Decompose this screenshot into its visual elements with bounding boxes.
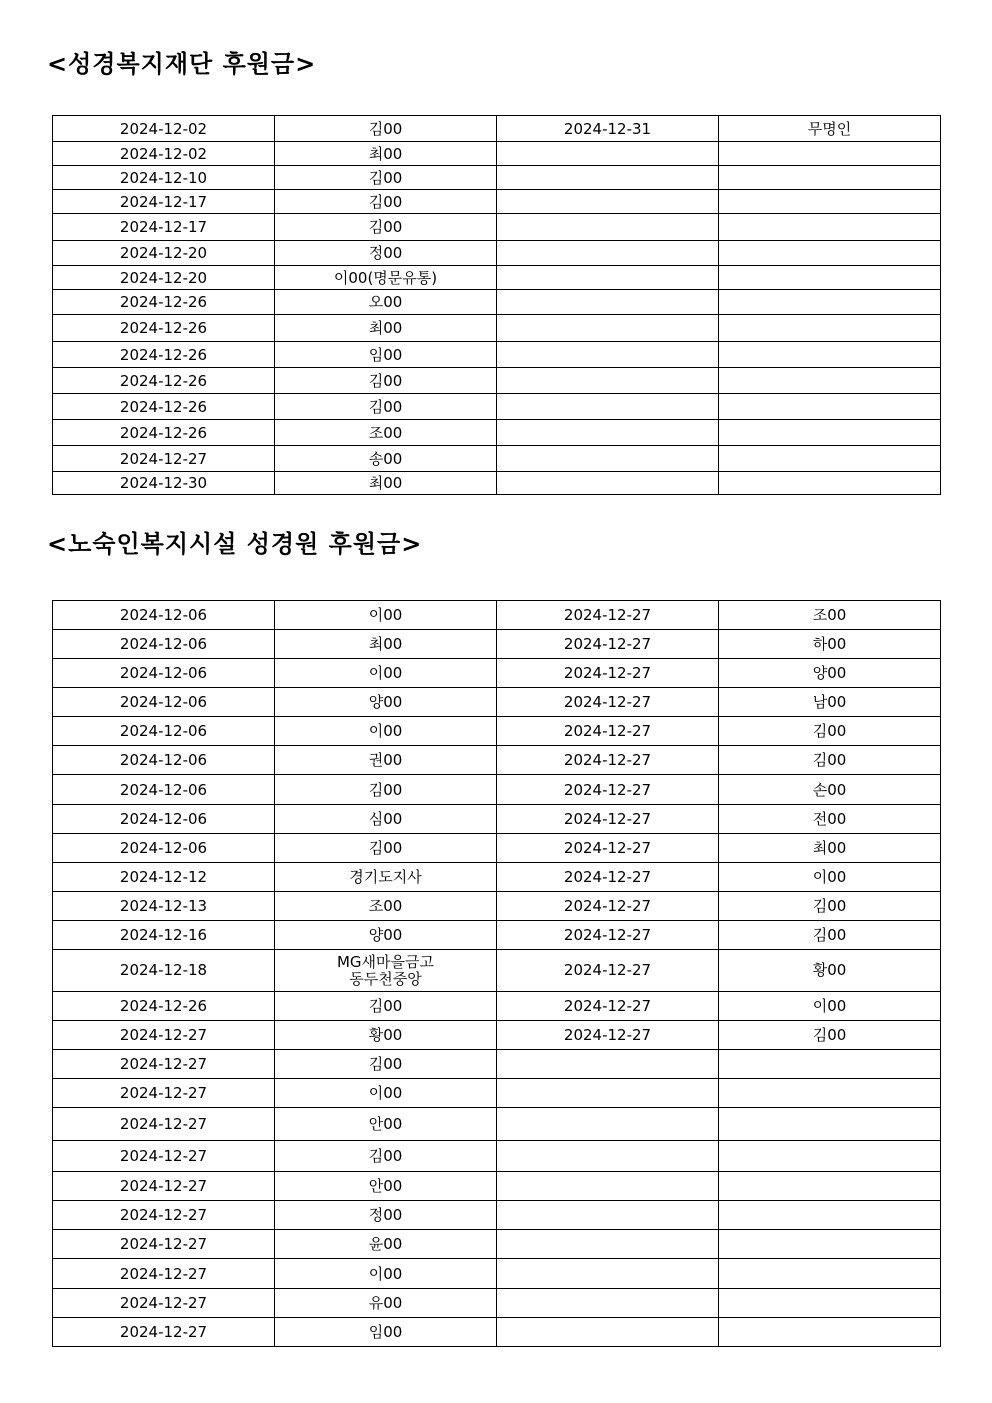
right-date-cell [497, 315, 719, 342]
right-donor-cell: 황00 [719, 950, 941, 992]
right-donor-cell [719, 472, 941, 495]
right-donor-cell: 손00 [719, 775, 941, 805]
left-date-cell: 2024-12-27 [53, 1201, 275, 1230]
right-donor-cell: 양00 [719, 659, 941, 688]
table-row [53, 1079, 941, 1108]
right-date-cell: 2024-12-27 [497, 892, 719, 921]
right-date-cell [497, 1172, 719, 1201]
table-row [53, 166, 941, 190]
right-date-cell: 2024-12-27 [497, 601, 719, 630]
right-donor-cell: 남00 [719, 688, 941, 717]
right-donor-cell [719, 241, 941, 266]
left-donor-cell: 정00 [275, 1201, 497, 1230]
right-date-cell: 2024-12-27 [497, 921, 719, 950]
left-date-cell: 2024-12-26 [53, 420, 275, 446]
right-date-cell [497, 1201, 719, 1230]
left-donor-cell: 김00 [275, 394, 497, 420]
left-donor-cell: 조00 [275, 892, 497, 921]
right-date-cell [497, 394, 719, 420]
left-date-cell: 2024-12-26 [53, 315, 275, 342]
table-row [53, 1050, 941, 1079]
left-donor-cell: 경기도지사 [275, 863, 497, 892]
left-date-cell: 2024-12-27 [53, 1021, 275, 1050]
right-donor-cell: 전00 [719, 805, 941, 834]
left-donor-cell: 이00 [275, 659, 497, 688]
right-date-cell [497, 1289, 719, 1318]
right-date-cell [497, 166, 719, 190]
left-date-cell: 2024-12-18 [53, 950, 275, 992]
left-date-cell: 2024-12-27 [53, 1259, 275, 1289]
right-donor-cell [719, 1172, 941, 1201]
left-donor-cell: 심00 [275, 805, 497, 834]
left-date-cell: 2024-12-27 [53, 446, 275, 472]
left-donor-cell: 김00 [275, 834, 497, 863]
right-date-cell: 2024-12-27 [497, 805, 719, 834]
right-donor-cell [719, 166, 941, 190]
right-donor-cell [719, 368, 941, 394]
left-date-cell: 2024-12-06 [53, 717, 275, 746]
left-donor-cell: 최00 [275, 472, 497, 495]
left-date-cell: 2024-12-06 [53, 746, 275, 775]
left-date-cell: 2024-12-06 [53, 805, 275, 834]
right-donor-cell [719, 1141, 941, 1172]
left-date-cell: 2024-12-26 [53, 290, 275, 315]
right-donor-cell [719, 446, 941, 472]
left-donor-cell: 이00 [275, 601, 497, 630]
left-donor-cell: 김00 [275, 992, 497, 1021]
right-donor-cell: 김00 [719, 1021, 941, 1050]
left-donor-cell: 최00 [275, 142, 497, 166]
left-donor-cell: 김00 [275, 116, 497, 142]
left-date-cell: 2024-12-27 [53, 1230, 275, 1259]
left-donor-cell: 최00 [275, 315, 497, 342]
left-donor-cell: 김00 [275, 214, 497, 241]
right-donor-cell: 김00 [719, 746, 941, 775]
table-row [53, 1108, 941, 1141]
left-date-cell: 2024-12-27 [53, 1141, 275, 1172]
right-donor-cell [719, 420, 941, 446]
right-date-cell [497, 1318, 719, 1347]
left-date-cell: 2024-12-20 [53, 266, 275, 290]
right-donor-cell: 조00 [719, 601, 941, 630]
table-row [53, 601, 941, 630]
right-date-cell: 2024-12-27 [497, 863, 719, 892]
right-date-cell: 2024-12-27 [497, 950, 719, 992]
table-row [53, 116, 941, 142]
table-row [53, 892, 941, 921]
right-donor-cell [719, 1050, 941, 1079]
right-donor-cell [719, 1108, 941, 1141]
right-donor-cell [719, 190, 941, 214]
right-date-cell [497, 446, 719, 472]
right-donor-cell [719, 290, 941, 315]
left-date-cell: 2024-12-27 [53, 1289, 275, 1318]
left-date-cell: 2024-12-27 [53, 1172, 275, 1201]
left-donor-cell: 김00 [275, 368, 497, 394]
table-row [53, 420, 941, 446]
left-donor-cell: 양00 [275, 688, 497, 717]
left-date-cell: 2024-12-17 [53, 190, 275, 214]
right-date-cell: 2024-12-27 [497, 630, 719, 659]
right-donor-cell [719, 1201, 941, 1230]
right-date-cell [497, 472, 719, 495]
table-row [53, 775, 941, 805]
left-date-cell: 2024-12-02 [53, 142, 275, 166]
right-date-cell [497, 241, 719, 266]
right-date-cell: 2024-12-27 [497, 775, 719, 805]
table-row [53, 1172, 941, 1201]
table-row [53, 717, 941, 746]
table-row [53, 659, 941, 688]
table-row [53, 630, 941, 659]
table-row [53, 688, 941, 717]
right-date-cell: 2024-12-27 [497, 688, 719, 717]
section1-title: <성경복지재단 후원금> [47, 50, 317, 78]
right-date-cell [497, 266, 719, 290]
right-date-cell [497, 1079, 719, 1108]
right-donor-cell [719, 1259, 941, 1289]
table-row [53, 368, 941, 394]
table-row [53, 472, 941, 495]
table-row [53, 342, 941, 368]
table-row [53, 1201, 941, 1230]
right-donor-cell [719, 342, 941, 368]
right-donor-cell: 무명인 [719, 116, 941, 142]
right-date-cell [497, 368, 719, 394]
left-donor-cell: 양00 [275, 921, 497, 950]
donation-table-foundation [52, 115, 941, 495]
left-date-cell: 2024-12-27 [53, 1108, 275, 1141]
left-donor-cell: 이00 [275, 1259, 497, 1289]
left-donor-cell: 윤00 [275, 1230, 497, 1259]
table-row [53, 1259, 941, 1289]
table-row [53, 142, 941, 166]
right-date-cell [497, 1230, 719, 1259]
table-row [53, 863, 941, 892]
right-donor-cell [719, 1289, 941, 1318]
right-donor-cell: 김00 [719, 892, 941, 921]
table-row [53, 805, 941, 834]
right-date-cell: 2024-12-27 [497, 746, 719, 775]
left-donor-cell: 임00 [275, 1318, 497, 1347]
left-donor-cell: 유00 [275, 1289, 497, 1318]
left-donor-cell: 김00 [275, 1050, 497, 1079]
right-date-cell [497, 142, 719, 166]
left-date-cell: 2024-12-26 [53, 368, 275, 394]
table-row [53, 446, 941, 472]
left-date-cell: 2024-12-02 [53, 116, 275, 142]
left-date-cell: 2024-12-20 [53, 241, 275, 266]
right-date-cell: 2024-12-31 [497, 116, 719, 142]
right-date-cell [497, 342, 719, 368]
left-donor-cell: 이00 [275, 717, 497, 746]
table-row [53, 394, 941, 420]
right-donor-cell: 김00 [719, 717, 941, 746]
left-date-cell: 2024-12-27 [53, 1318, 275, 1347]
right-donor-cell [719, 142, 941, 166]
left-date-cell: 2024-12-27 [53, 1079, 275, 1108]
right-date-cell: 2024-12-27 [497, 834, 719, 863]
table-row [53, 1289, 941, 1318]
left-date-cell: 2024-12-17 [53, 214, 275, 241]
left-date-cell: 2024-12-27 [53, 1050, 275, 1079]
table-row [53, 266, 941, 290]
left-donor-cell: 최00 [275, 630, 497, 659]
left-donor-cell: 김00 [275, 775, 497, 805]
left-donor-cell: 김00 [275, 1141, 497, 1172]
left-date-cell: 2024-12-13 [53, 892, 275, 921]
left-donor-cell: 황00 [275, 1021, 497, 1050]
table-row [53, 290, 941, 315]
right-date-cell [497, 290, 719, 315]
table-row [53, 1021, 941, 1050]
left-date-cell: 2024-12-12 [53, 863, 275, 892]
left-date-cell: 2024-12-16 [53, 921, 275, 950]
left-donor-cell: 임00 [275, 342, 497, 368]
table-row [53, 834, 941, 863]
right-date-cell: 2024-12-27 [497, 659, 719, 688]
right-donor-cell: 하00 [719, 630, 941, 659]
right-donor-cell: 최00 [719, 834, 941, 863]
table-row [53, 241, 941, 266]
right-date-cell: 2024-12-27 [497, 1021, 719, 1050]
table-row [53, 214, 941, 241]
right-date-cell [497, 1108, 719, 1141]
right-donor-cell: 김00 [719, 921, 941, 950]
left-date-cell: 2024-12-30 [53, 472, 275, 495]
right-date-cell [497, 1259, 719, 1289]
right-donor-cell: 이00 [719, 992, 941, 1021]
right-donor-cell [719, 1230, 941, 1259]
left-donor-cell: 김00 [275, 166, 497, 190]
left-donor-cell: 이00(명문유통) [275, 266, 497, 290]
table-row [53, 1141, 941, 1172]
right-date-cell [497, 1050, 719, 1079]
left-donor-cell: 오00 [275, 290, 497, 315]
right-donor-cell [719, 266, 941, 290]
right-donor-cell: 이00 [719, 863, 941, 892]
left-donor-cell: 안00 [275, 1108, 497, 1141]
left-donor-cell: 송00 [275, 446, 497, 472]
left-donor-cell: 김00 [275, 190, 497, 214]
right-donor-cell [719, 1318, 941, 1347]
table-row [53, 190, 941, 214]
left-donor-cell: 권00 [275, 746, 497, 775]
left-date-cell: 2024-12-06 [53, 834, 275, 863]
table-row [53, 992, 941, 1021]
donation-table-shelter [52, 600, 941, 1347]
right-date-cell: 2024-12-27 [497, 992, 719, 1021]
table-row [53, 921, 941, 950]
left-donor-cell: MG새마을금고 동두천중앙 [275, 950, 497, 992]
table-row [53, 950, 941, 992]
left-donor-cell: 안00 [275, 1172, 497, 1201]
left-date-cell: 2024-12-06 [53, 688, 275, 717]
right-date-cell [497, 214, 719, 241]
right-donor-cell [719, 214, 941, 241]
table-row [53, 315, 941, 342]
left-donor-cell: 조00 [275, 420, 497, 446]
left-date-cell: 2024-12-06 [53, 775, 275, 805]
right-date-cell [497, 1141, 719, 1172]
right-donor-cell [719, 315, 941, 342]
left-donor-cell: 정00 [275, 241, 497, 266]
right-donor-cell [719, 394, 941, 420]
table-row [53, 1318, 941, 1347]
left-date-cell: 2024-12-06 [53, 630, 275, 659]
left-donor-cell: 이00 [275, 1079, 497, 1108]
table-row [53, 746, 941, 775]
left-date-cell: 2024-12-26 [53, 992, 275, 1021]
section2-title: <노숙인복지시설 성경원 후원금> [47, 530, 423, 558]
left-date-cell: 2024-12-26 [53, 394, 275, 420]
table-row [53, 1230, 941, 1259]
right-donor-cell [719, 1079, 941, 1108]
left-date-cell: 2024-12-10 [53, 166, 275, 190]
left-date-cell: 2024-12-06 [53, 659, 275, 688]
left-date-cell: 2024-12-26 [53, 342, 275, 368]
right-date-cell: 2024-12-27 [497, 717, 719, 746]
left-date-cell: 2024-12-06 [53, 601, 275, 630]
right-date-cell [497, 190, 719, 214]
right-date-cell [497, 420, 719, 446]
